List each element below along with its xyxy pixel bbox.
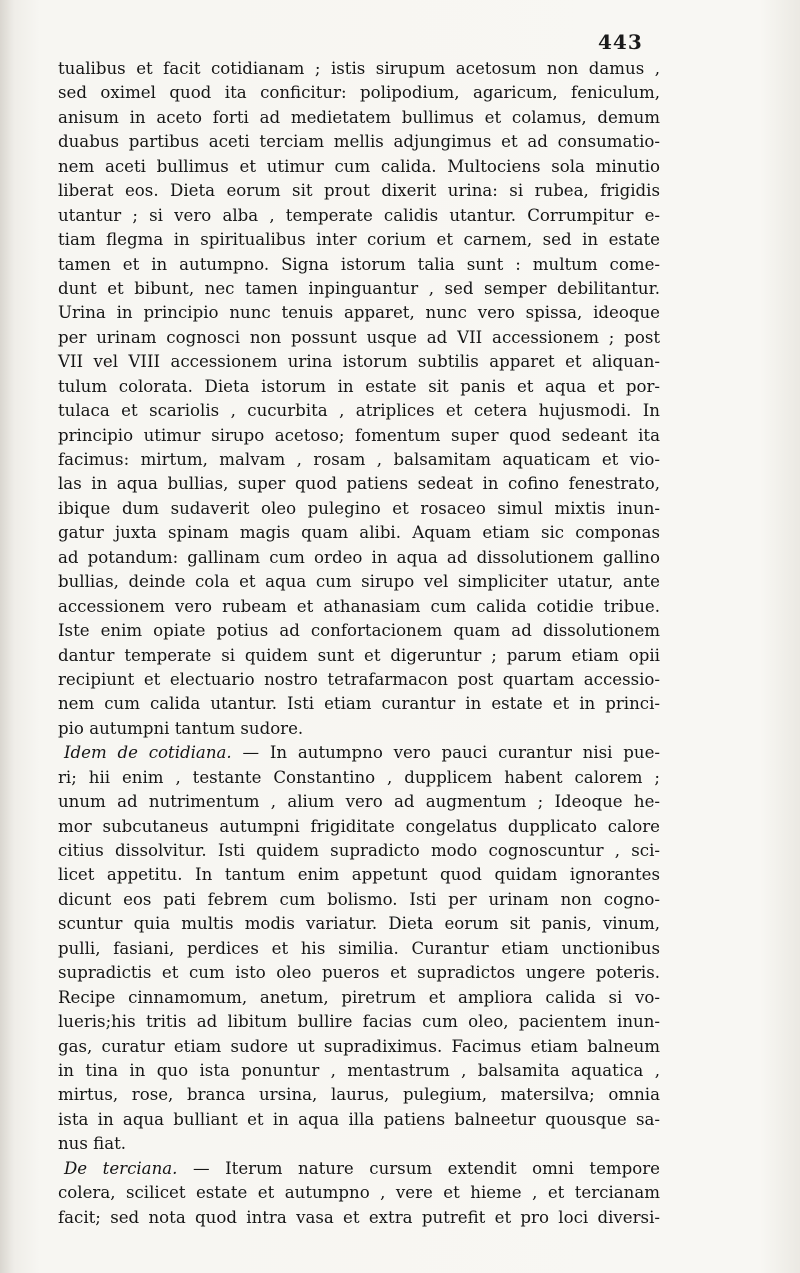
text-line: Urina in principio nunc tenuis apparet, nunc vero spissa, ideoque — [58, 303, 660, 323]
text-line: lueris;his tritis ad libitum bullire facias cum oleo, pacientem inun- — [58, 1012, 660, 1032]
text-line: tualibus et facit cotidianam ; istis sirupum acetosum non damus , — [58, 59, 660, 78]
text-line: colera, scilicet estate et autumpno , vere et hieme , et tercianam — [58, 1183, 660, 1203]
text-line: dantur temperate si quidem sunt et digeruntur ; parum etiam opii — [58, 645, 660, 665]
text-line: recipiunt et electuario nostro tetrafarmacon post quartam accessio- — [58, 669, 660, 689]
text-line: nem aceti bullimus et utimur cum calida. Multociens sola minutio — [58, 156, 660, 176]
body-text — [58, 57, 660, 1230]
text-line: unum ad nutrimentum , alium vero ad augmentum ; Ideoque he- — [58, 792, 660, 812]
text-line: accessionem vero rubeam et athanasiam cum calida cotidie tribue. — [58, 596, 660, 616]
text-line: bullias, deinde cola et aqua cum sirupo vel simpliciter utatur, ante — [58, 572, 660, 592]
text-line: ad potandum: gallinam cum ordeo in aqua ad dissolutionem gallino — [58, 547, 660, 567]
text-line: ibique dum sudaverit oleo pulegino et rosaceo simul mixtis inun- — [58, 498, 660, 518]
text-line: tulum colorata. Dieta istorum in estate sit panis et aqua et por- — [58, 376, 660, 396]
text-line: dicunt eos pati febrem cum bolismo. Isti per urinam non cogno- — [58, 889, 660, 909]
text-line: duabus partibus aceti terciam mellis adjungimus et ad consumatio- — [58, 132, 660, 152]
section-heading-cotidiana: Idem de cotidiana. — [64, 743, 232, 763]
text-line: tamen et in autumpno. Signa istorum talia sunt : multum come- — [58, 254, 660, 274]
text-line: per urinam cognosci non possunt usque ad VII accessionem ; post — [58, 327, 660, 347]
text-line: Recipe cinnamomum, anetum, piretrum et ampliora calida si vo- — [58, 987, 660, 1007]
text-line-heading-terciana — [58, 1157, 660, 1181]
text-line: ista in aqua bulliant et in aqua illa patiens balneetur quousque sa- — [58, 1109, 660, 1129]
text-line: supradictis et cum isto oleo pueros et supradictos ungere poteris. — [58, 963, 660, 983]
text-line: las in aqua bullias, super quod patiens sedeat in cofino fenestrato, — [58, 474, 660, 494]
text-line: facit; sed nota quod intra vasa et extra putrefit et pro loci diversi- — [58, 1207, 660, 1227]
text-line: nus fiat. — [58, 1134, 127, 1154]
text-line: facimus: mirtum, malvam , rosam , balsamitam aquaticam et vio- — [58, 450, 660, 469]
text-line: gas, curatur etiam sudore ut supradiximus. Facimus etiam balneum — [58, 1036, 660, 1056]
text-line: mor subcutaneus autumpni frigiditate congelatus dupplicato calore — [58, 816, 660, 836]
text-line: nem cum calida utantur. Isti etiam curantur in estate et in princi- — [58, 694, 660, 714]
text-line: sed oximel quod ita conficitur: polipodium, agaricum, feniculum, — [58, 83, 660, 103]
text-line-rest: — Iterum nature cursum extendit omni tempore — [177, 1158, 660, 1178]
text-line: licet appetitu. In tantum enim appetunt quod quidam ignorantes — [58, 865, 660, 885]
text-line: pio autumpni tantum sudore. — [58, 718, 304, 738]
text-line: utantur ; si vero alba , temperate calidis utantur. Corrumpitur e- — [58, 205, 660, 225]
page-number: 443 — [598, 30, 643, 54]
text-line-rest: — In autumpno vero pauci curantur nisi pue- — [231, 743, 660, 763]
text-line: in tina in quo ista ponuntur , mentastrum , balsamita aquatica , — [58, 1060, 660, 1080]
text-line: scuntur quia multis modis variatur. Dieta eorum sit panis, vinum, — [58, 914, 660, 934]
text-line: VII vel VIII accessionem urina istorum subtilis apparet et aliquan- — [58, 352, 660, 372]
text-line: tulaca et scariolis , cucurbita , atriplices et cetera hujusmodi. In — [58, 401, 660, 421]
text-line: tiam flegma in spiritualibus inter corium et carnem, sed in estate — [58, 230, 660, 250]
text-line: dunt et bibunt, nec tamen inpinguantur , sed semper debilitantur. — [58, 278, 660, 298]
text-line: gatur juxta spinam magis quam alibi. Aquam etiam sic componas — [58, 523, 660, 543]
text-line-heading-cotidiana — [58, 741, 660, 765]
text-line: pulli, fasiani, perdices et his similia. Curantur etiam unctionibus — [58, 938, 660, 958]
text-line: liberat eos. Dieta eorum sit prout dixerit urina: si rubea, frigidis — [58, 181, 660, 201]
text-line: principio utimur sirupo acetoso; fomentum super quod sedeant ita — [58, 425, 660, 445]
section-heading-terciana: De terciana. — [64, 1158, 178, 1178]
text-line: mirtus, rose, branca ursina, laurus, pulegium, matersilva; omnia — [58, 1085, 660, 1105]
text-line: ri; hii enim , testante Constantino , dupplicem habent calorem ; — [58, 767, 660, 787]
text-line: citius dissolvitur. Isti quidem supradicto modo cognoscuntur , sci- — [58, 841, 660, 860]
text-line: Iste enim opiate potius ad confortacionem quam ad dissolutionem — [58, 621, 660, 641]
text-line: anisum in aceto forti ad medietatem bullimus et colamus, demum — [58, 107, 660, 127]
